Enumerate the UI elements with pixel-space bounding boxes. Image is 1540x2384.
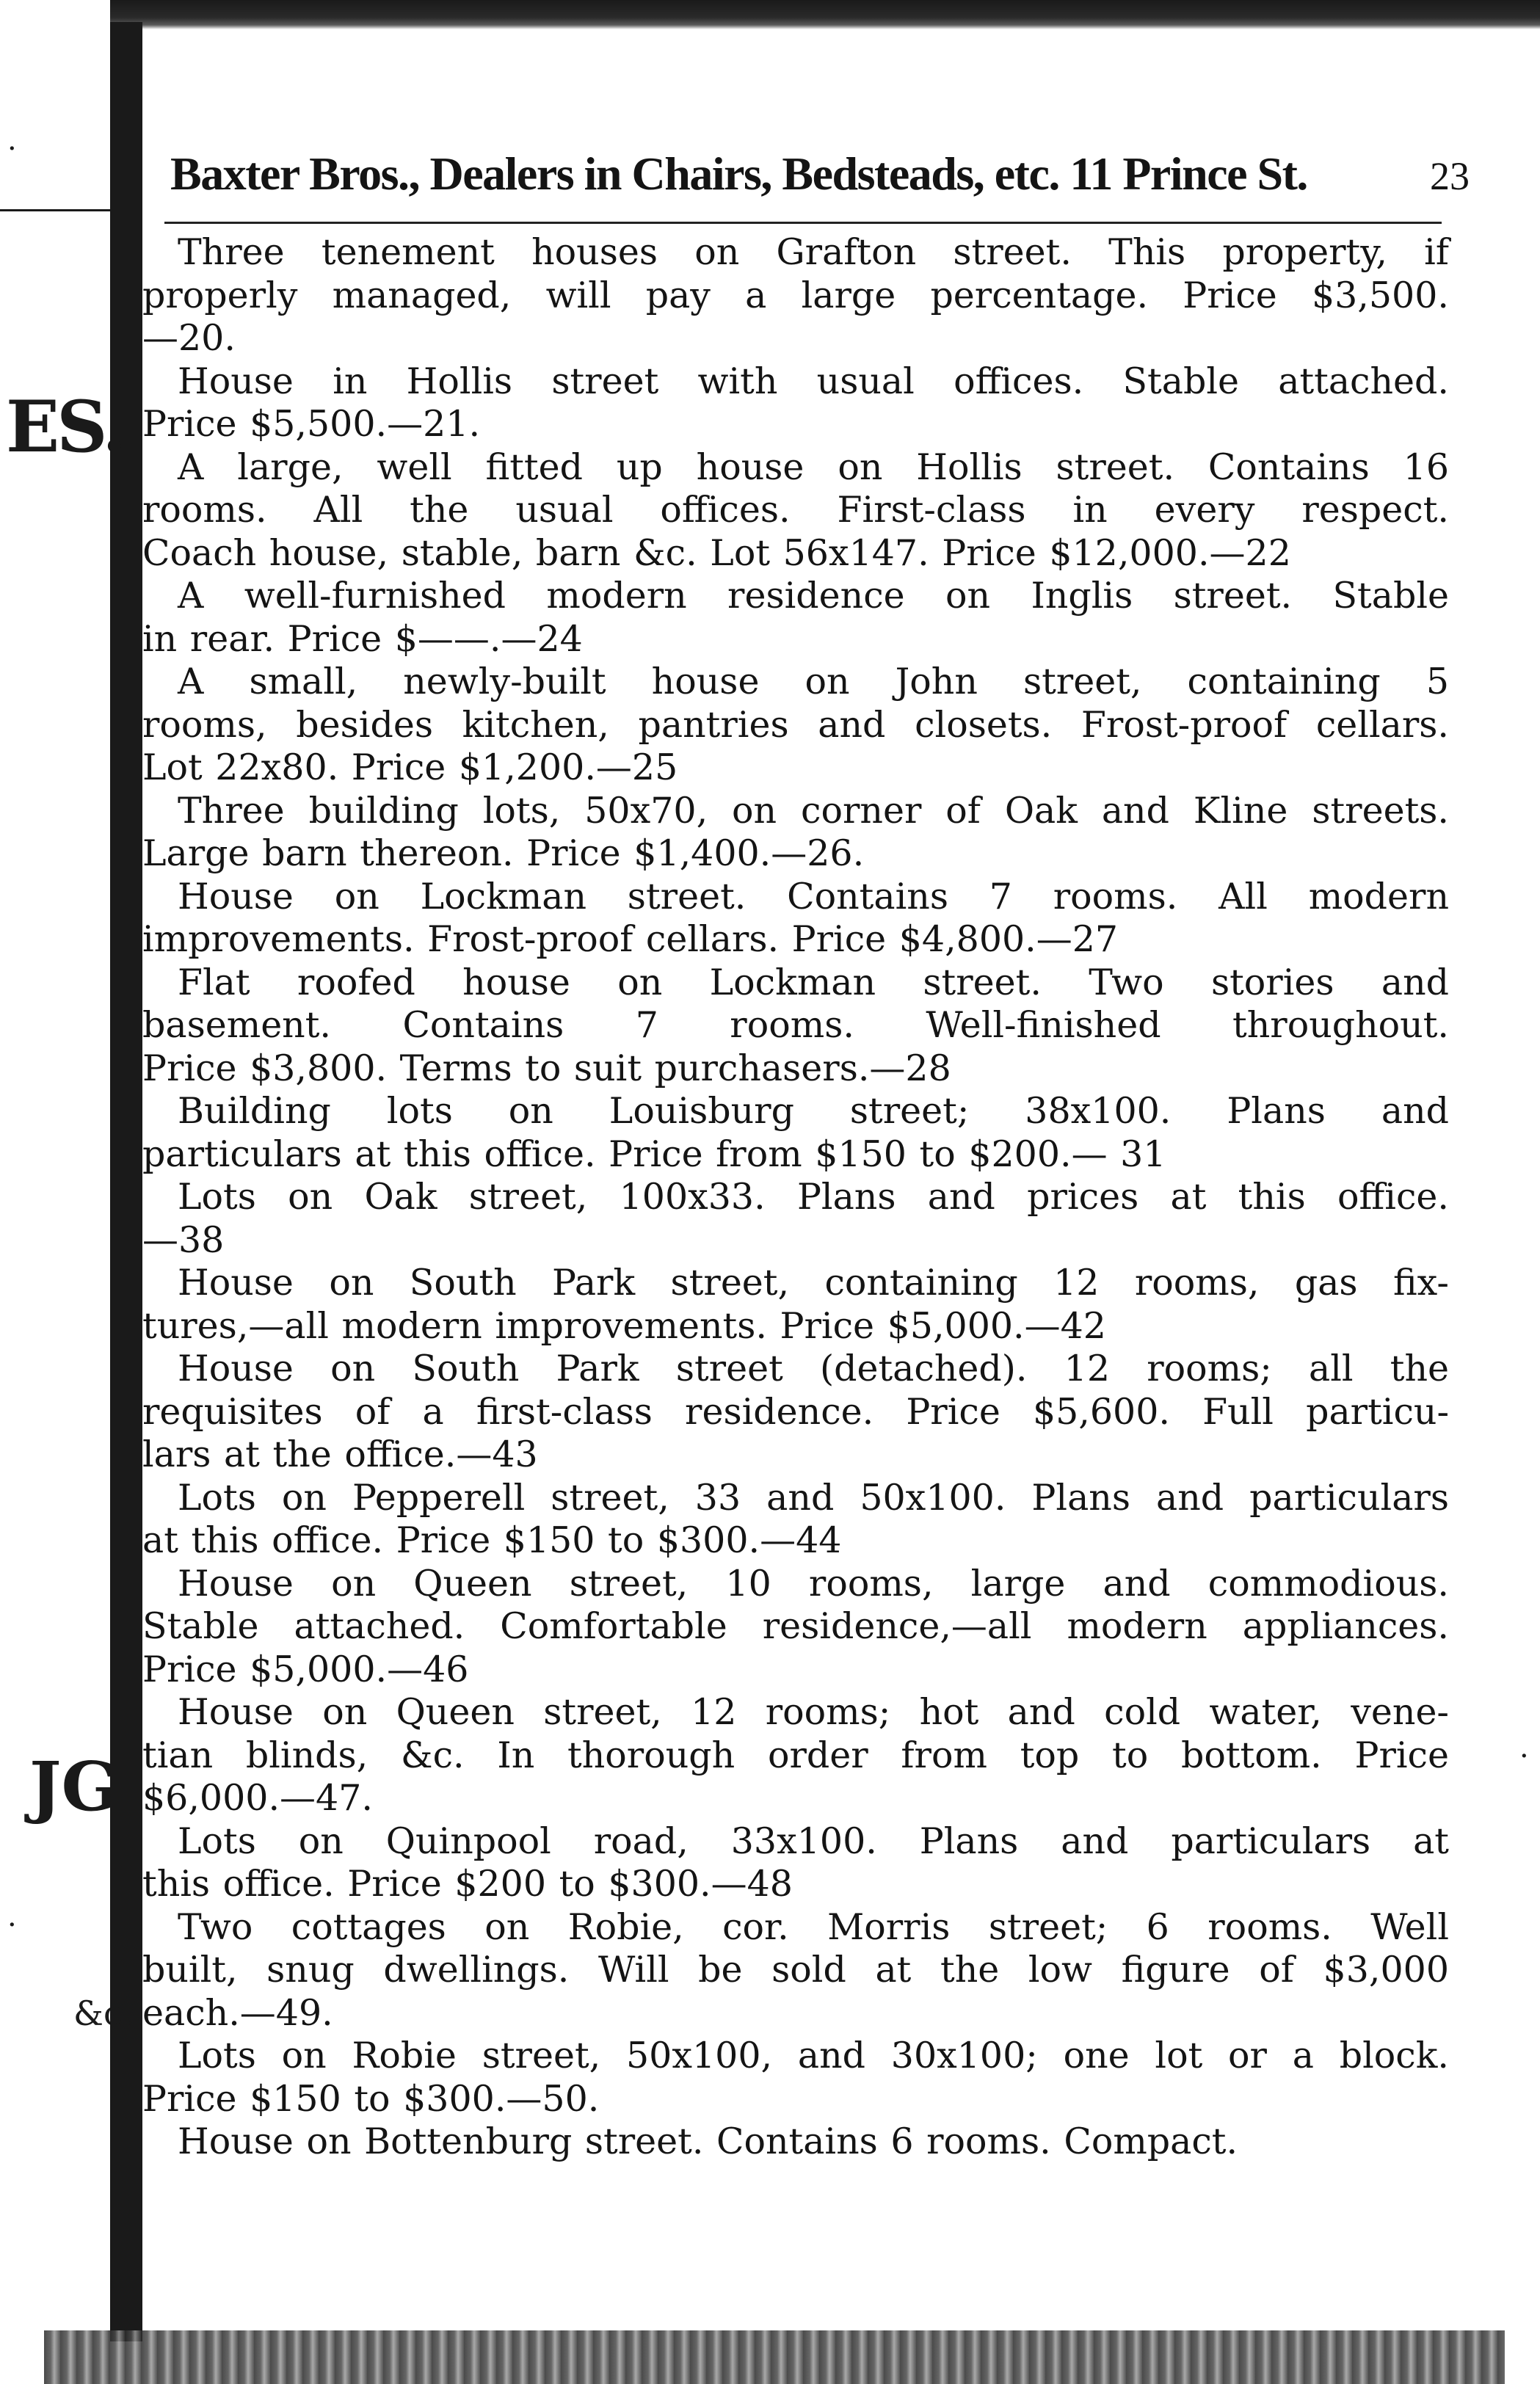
listing-paragraph [142,1563,1449,1692]
listing-line: —20. [142,317,236,359]
listing-line: Three building lots, 50x70, on corner of Oak and Kline streets. [178,789,1449,832]
listing-line: in rear. Price $——.—24 [142,617,583,660]
listing-paragraph [142,2035,1449,2120]
listing-line: Flat roofed house on Lockman street. Two stories and [178,961,1449,1003]
listing-line: Three tenement houses on Grafton street. This property, if [178,231,1449,273]
listing-line: requisites of a first-class residence. Price $5,600. Full particu- [142,1390,1449,1433]
listing-line: A large, well fitted up house on Hollis street. Contains 16 [178,446,1449,488]
listing-line: built, snug dwellings. Will be sold at the low figure of $3,000 [142,1949,1449,1991]
listing-paragraph [142,1820,1449,1906]
listing-paragraph [142,962,1449,1091]
listing-paragraph [142,1348,1449,1477]
listing-line: Price $5,500.—21. [142,403,481,445]
listing-line: —38 [142,1218,225,1261]
page-number: 23 [1430,154,1470,198]
listing-paragraph [142,1262,1449,1348]
listing-paragraph [142,1477,1449,1563]
listing-line: House on South Park street (detached). 12 rooms; all the [178,1348,1449,1389]
listing-line: rooms. All the usual offices. First-class in every respect. [142,489,1449,531]
listing-paragraph [142,1906,1449,2035]
scan-bottom-shadow [44,2330,1505,2384]
listing-line: Price $5,000.—46 [142,1648,469,1690]
listing-line: this office. Price $200 to $300.—48 [142,1863,793,1905]
listing-line: Lots on Quinpool road, 33x100. Plans and particulars at [178,1820,1449,1862]
property-listings [142,231,1449,2164]
listing-line: basement. Contains 7 rooms. Well-finished throughout. [142,1004,1449,1046]
listing-paragraph [142,446,1449,575]
facing-page-fragment-g: JG [29,1747,120,1826]
listing-line: tures,—all modern improvements. Price $5,000.—42 [142,1304,1106,1347]
book-page [142,29,1478,2331]
listing-paragraph [142,231,1449,360]
listing-line: each.—49. [142,1991,333,2034]
listing-line: House on Lockman street. Contains 7 rooms. All modern [178,875,1449,917]
listing-line: House on Queen street, 10 rooms, large and commodious. [178,1562,1449,1605]
listing-line: Coach house, stable, barn &c. Lot 56x147. Price $12,000.—22 [142,531,1291,574]
listing-line: rooms, besides kitchen, pantries and closets. Frost-proof cellars. [142,703,1449,746]
listing-line: particulars at this office. Price from $150 to $200.— 31 [142,1133,1166,1175]
listing-paragraph [142,2120,1449,2164]
listing-line: lars at the office.—43 [142,1433,538,1475]
scan-top-shadow [110,0,1540,29]
listing-line: Stable attached. Comfortable residence,—all modern appliances. [142,1605,1449,1647]
running-head-title: Baxter Bros., Dealers in Chairs, Bedsteads, etc. 11 Prince St. [170,148,1307,200]
listing-paragraph [142,1090,1449,1176]
listing-line: Building lots on Louisburg street; 38x100. Plans and [178,1090,1449,1132]
listing-paragraph [142,1176,1449,1262]
listing-line: Price $150 to $300.—50. [142,2077,600,2120]
listing-line: Two cottages on Robie, cor. Morris street; 6 rooms. Well [178,1905,1449,1948]
listing-paragraph [142,661,1449,790]
facing-page-fragment-amp: &c. [73,1994,134,2033]
listing-line: House in Hollis street with usual offices. Stable attached. [178,360,1449,402]
listing-line: House on Queen street, 12 rooms; hot and cold water, vene- [178,1691,1449,1733]
listing-line: improvements. Frost-proof cellars. Price $4,800.—27 [142,918,1119,960]
listing-line: Lots on Robie street, 50x100, and 30x100; one lot or a block. [178,2035,1449,2076]
margin-dot: · [1519,1740,1529,1773]
facing-page-dot: · [7,132,17,166]
listing-line: Large barn thereon. Price $1,400.—26. [142,832,865,874]
listing-line: A well-furnished modern residence on Inglis street. Stable [178,575,1449,617]
listing-line: Lots on Oak street, 100x33. Plans and prices at this office. [178,1176,1449,1218]
listing-paragraph [142,360,1449,446]
header-rule [164,222,1442,224]
facing-page-dot: · [7,1908,17,1942]
facing-page-fragment-es: ES. [6,385,124,468]
listing-line: House on Bottenburg street. Contains 6 rooms. Compact. [178,2120,1238,2162]
listing-paragraph [142,575,1449,661]
running-head [170,147,1477,213]
listing-line: House on South Park street, containing 12 rooms, gas fix- [178,1262,1449,1304]
listing-paragraph [142,876,1449,962]
listing-paragraph [142,790,1449,876]
listing-line: Lots on Pepperell street, 33 and 50x100. Plans and particulars [178,1476,1449,1519]
listing-line: Lot 22x80. Price $1,200.—25 [142,746,678,788]
listing-line: tian blinds, &c. In thorough order from top to bottom. Price [142,1734,1449,1776]
listing-line: A small, newly-built house on John street, containing 5 [178,661,1449,702]
listing-line: properly managed, will pay a large percentage. Price $3,500. [142,274,1449,316]
facing-page-rule [0,209,110,211]
listing-line: Price $3,800. Terms to suit purchasers.—28 [142,1047,951,1089]
listing-line: $6,000.—47. [142,1777,373,1819]
listing-paragraph [142,1691,1449,1820]
listing-line: at this office. Price $150 to $300.—44 [142,1519,842,1561]
